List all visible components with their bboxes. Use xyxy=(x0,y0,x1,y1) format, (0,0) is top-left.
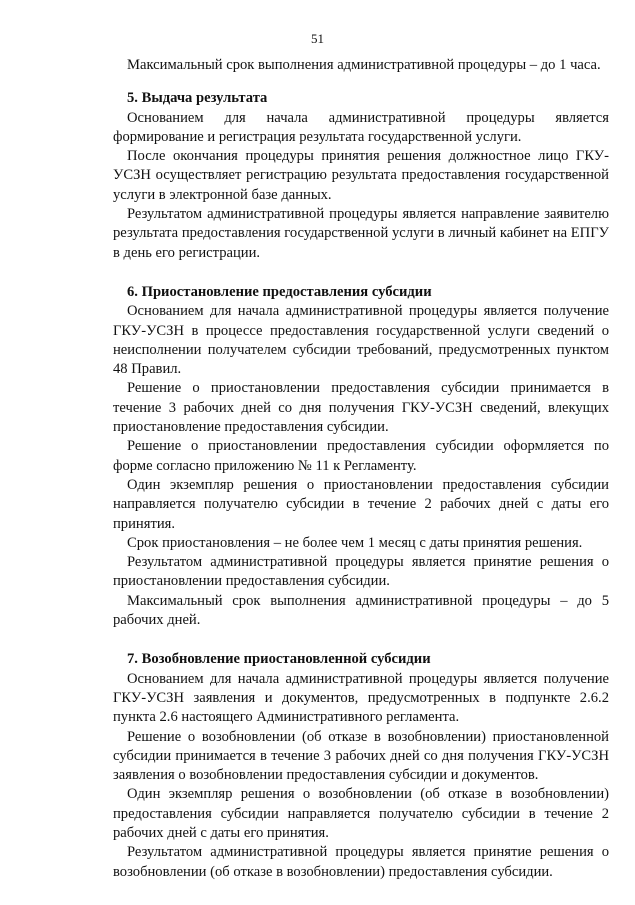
paragraph: Результатом административной процедуры является принятие решения о приостановлении предоставления субсидии. xyxy=(113,554,609,590)
paragraph: Максимальный срок выполнения административной процедуры – до 1 часа. xyxy=(127,57,601,73)
paragraph: Решение о приостановлении предоставления субсидии оформляется по форме согласно приложению № 11 к Регламенту. xyxy=(113,438,609,474)
paragraph: Один экземпляр решения о возобновлении (об отказе в возобновлении) предоставления субсидии направляется получателю субсидии в течение 2 рабочих дней с даты его принятия. xyxy=(113,786,609,841)
paragraph: Срок приостановления – не более чем 1 месяц с даты принятия решения. xyxy=(127,534,583,551)
section-spacer xyxy=(113,263,609,283)
paragraph: Один экземпляр решения о приостановлении предоставления субсидии направляется получателю субсидии в течение 2 рабочих дней с даты его принятия. xyxy=(113,476,609,532)
paragraph: Максимальный срок выполнения административной процедуры – до 5 рабочих дней. xyxy=(113,592,609,629)
section-heading: 5. Выдача результата xyxy=(127,90,268,107)
paragraph: Решение о возобновлении (об отказе в возобновлении) приостановленной субсидии принимается в течение 3 рабочих дней со дня получения ГКУ-УСЗН заявления о возобновлении предоставления субсидии и документов. xyxy=(113,728,609,784)
page-number: 51 xyxy=(311,31,324,46)
paragraph: Решение о приостановлении предоставления субсидии принимается в течение 3 рабочих дней со дня получения ГКУ-УСЗН сведений, влекущих приостановление предоставления субсидии. xyxy=(113,380,609,436)
paragraph: Результатом административной процедуры является принятие решения о возобновлении (об отказе в возобновлении) предоставления субсидии. xyxy=(113,844,609,880)
paragraph: После окончания процедуры принятия решения должностное лицо ГКУ-УСЗН осуществляет регистрацию результата предоставления государственной услуги в электронной базе данных. xyxy=(113,148,609,203)
document-body xyxy=(113,56,609,882)
paragraph: Основанием для начала административной процедуры является получение ГКУ-УСЗН в процессе предоставления государственной услуги сведений о неисполнении получателем субсидии требований, предусмотренных пунктом 48 Правил. xyxy=(113,303,609,378)
paragraph: Основанием для начала административной процедуры является формирование и регистрация результата государственной услуги. xyxy=(113,109,609,145)
section-heading: 6. Приостановление предоставления субсидии xyxy=(127,283,432,300)
section-spacer xyxy=(113,630,609,650)
paragraph: Основанием для начала административной процедуры является получение ГКУ-УСЗН заявления и документов, предусмотренных в подпункте 2.6.2 пункта 2.6 настоящего Административного регламента. xyxy=(113,670,609,726)
paragraph: Результатом административной процедуры является направление заявителю результата предоставления государственной услуги в личный кабинет на ЕПГУ в день его регистрации. xyxy=(113,206,609,261)
section-heading: 7. Возобновление приостановленной субсидии xyxy=(127,651,431,668)
section-spacer xyxy=(113,75,609,89)
